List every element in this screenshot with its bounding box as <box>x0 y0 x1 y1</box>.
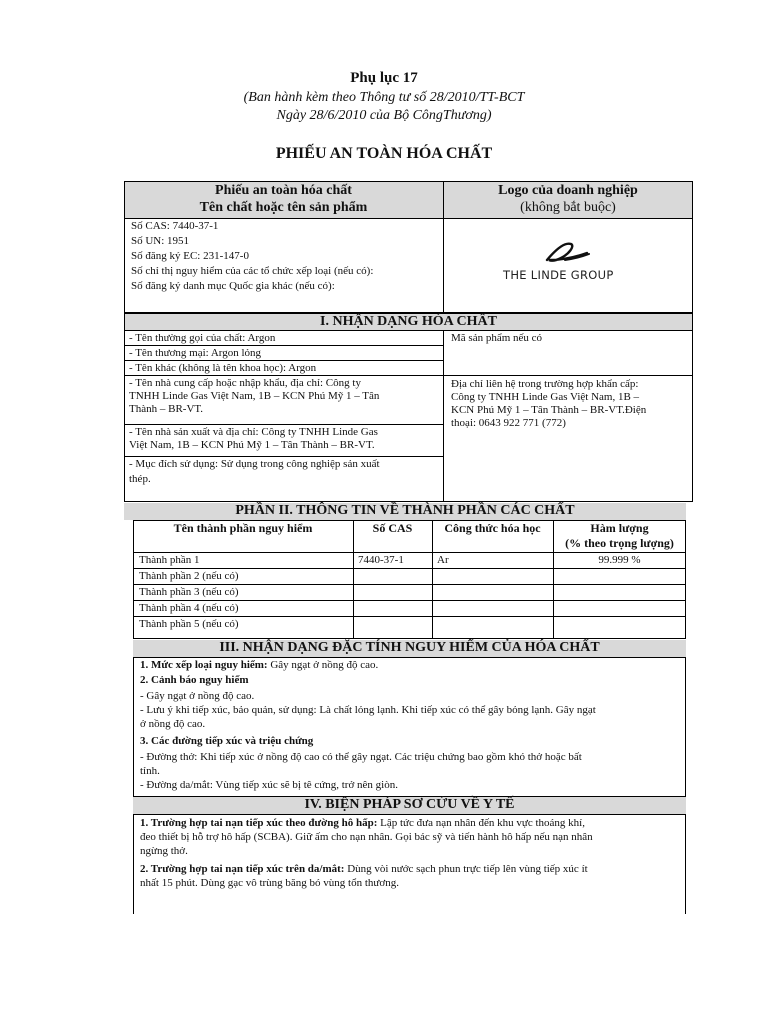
s1-row-line-5 <box>124 456 443 457</box>
section-1-vdivider <box>443 330 444 502</box>
exposure-line-1: - Đường thở: Khi tiếp xúc ở nồng độ cao có thể gây ngạt. Các triệu chứng bao gồm khó thở hoặc bất <box>140 751 582 763</box>
intended-use-line-1: - Mục đích sử dụng: Sử dụng trong công nghiệp sản xuất <box>129 458 380 470</box>
comp-row-line-0 <box>133 552 686 553</box>
exposure-line-2: tỉnh. <box>140 765 160 777</box>
appendix-title: Phụ lục 17 <box>350 70 418 86</box>
cas-number: Số CAS: 7440-37-1 <box>131 220 219 232</box>
common-name: - Tên thường gọi của chất: Argon <box>129 332 276 344</box>
table-cell-cas: 7440-37-1 <box>358 554 404 566</box>
hazard-classification-text: Gây ngạt ở nồng độ cao. <box>270 659 379 671</box>
emergency-line-3: KCN Phú Mỹ 1 – Tân Thành – BR-VT.Điện <box>451 404 647 416</box>
warning-line-1: - Gây ngạt ở nồng độ cao. <box>140 690 255 702</box>
logo-heading: Logo của doanh nghiệp <box>498 183 638 198</box>
supplier-line-3: Thành – BR-VT. <box>129 403 204 415</box>
hazard-warning-heading: 2. Cảnh báo nguy hiểm <box>140 674 249 686</box>
linde-script-icon <box>495 238 635 266</box>
first-aid-inhalation <box>137 816 683 858</box>
warning-line-3: ở nồng độ cao. <box>140 718 206 730</box>
logo-optional-note: (không bắt buộc) <box>520 200 616 215</box>
col-header-cas: Số CAS <box>372 521 413 535</box>
inhalation-label: 1. Trường hợp tai nạn tiếp xúc theo đường hô hấp: <box>140 817 378 829</box>
skin-eye-line-1 <box>140 862 680 876</box>
ec-number: Số đăng ký EC: 231-147-0 <box>131 250 249 262</box>
skin-eye-text-1: Dùng vòi nước sạch phun trực tiếp lên vùng tiếp xúc ít <box>347 863 588 875</box>
comp-row-line-1 <box>133 568 686 569</box>
table-row: Thành phần 2 (nếu có) <box>139 570 239 582</box>
section-2-title: PHẦN II. THÔNG TIN VỀ THÀNH PHẦN CÁC CHẤT <box>124 503 686 520</box>
intended-use-line-2: thép. <box>129 473 151 485</box>
emergency-line-2: Công ty TNHH Linde Gas Việt Nam, 1B – <box>451 391 640 403</box>
s1-row-line-4 <box>124 424 443 425</box>
comp-row-line-2 <box>133 584 686 585</box>
un-number: Số UN: 1951 <box>131 235 190 247</box>
s1-row-line-2 <box>124 360 443 361</box>
warning-line-2: - Lưu ý khi tiếp xúc, bảo quản, sử dụng: Là chất lỏng lạnh. Khi tiếp xúc có thể gây bỏng lạnh. Gây ngạt <box>140 704 596 716</box>
trade-name: - Tên thương mại: Argon lỏng <box>129 347 262 359</box>
document-title: PHIẾU AN TOÀN HÓA CHẤT <box>275 145 493 162</box>
table-row: Thành phần 1 <box>139 554 200 566</box>
skin-eye-label: 2. Trường hợp tai nạn tiếp xúc trên da/mắt: <box>140 863 345 875</box>
table-row: Thành phần 5 (nếu có) <box>139 618 239 630</box>
product-code: Mã sản phẩm nếu có <box>451 332 543 344</box>
intended-use <box>126 458 443 486</box>
emergency-line-1: Địa chỉ liên hệ trong trường hợp khẩn cấp: <box>451 378 639 390</box>
s1-row-line-1 <box>124 345 443 346</box>
skin-eye-line-2: nhất 15 phút. Dùng gạc vô trùng băng bó vùng tổn thương. <box>140 877 399 889</box>
manufacturer-info <box>126 426 443 452</box>
exposure-line-3: - Đường da/mắt: Vùng tiếp xúc sẽ bị tê cứng, trở nên giòn. <box>140 779 398 791</box>
issued-line-1: (Ban hành kèm theo Thông tư số 28/2010/TT-BCT <box>243 90 525 105</box>
comp-col-line-2 <box>432 520 433 639</box>
table-cell-content: 99.999 % <box>598 554 641 566</box>
section-3-title: III. NHẬN DẠNG ĐẶC TÍNH NGUY HIỂM CỦA HÓA CHẤT <box>133 640 686 658</box>
manufacturer-line-2: Việt Nam, 1B – KCN Phú Mỹ 1 – Tân Thành – BR-VT. <box>129 439 375 451</box>
emergency-contact <box>448 378 692 430</box>
manufacturer-line-1: - Tên nhà sản xuất và địa chỉ: Công ty TNHH Linde Gas <box>129 426 378 438</box>
other-name: - Tên khác (không là tên khoa học): Argon <box>129 362 317 374</box>
supplier-info <box>126 377 443 416</box>
col-header-content: Hàm lượng <box>590 521 649 535</box>
comp-row-line-4 <box>133 616 686 617</box>
section-4-title: IV. BIỆN PHÁP SƠ CỨU VỀ Y TẾ <box>133 797 686 815</box>
table-cell-formula: Ar <box>437 554 449 566</box>
inhalation-text-1: Lập tức đưa nạn nhân đến khu vực thoáng khí, <box>380 817 585 829</box>
hazard-warning-body <box>137 689 683 731</box>
col-header-content-unit: (% theo trọng lượng) <box>565 536 674 550</box>
exposure-routes-heading: 3. Các đường tiếp xúc và triệu chứng <box>140 735 314 747</box>
inhalation-line-3: ngừng thở. <box>140 845 188 857</box>
inhalation-line-2: đeo thiết bị hỗ trợ hô hấp (SCBA). Giữ ấm cho nạn nhân. Gọi bác sỹ và tiến hành hô hấp nếu nạn nhân <box>140 831 593 843</box>
linde-logo <box>495 238 635 286</box>
col-header-formula: Công thức hóa học <box>444 521 541 535</box>
emergency-line-4: thoại: 0643 922 771 (772) <box>451 417 566 429</box>
issued-line-2: Ngày 28/6/2010 của Bộ CôngThương) <box>276 108 492 123</box>
hazard-classification <box>137 659 683 672</box>
linde-logo-text: THE LINDE GROUP <box>503 268 614 282</box>
col-header-component: Tên thành phần nguy hiểm <box>173 521 313 535</box>
hazard-classification-label: 1. Mức xếp loại nguy hiểm: <box>140 659 268 671</box>
table-row: Thành phần 3 (nếu có) <box>139 586 239 598</box>
top-table-divider <box>124 218 693 219</box>
product-name-heading: Tên chất hoặc tên sản phẩm <box>199 200 368 215</box>
exposure-routes-body <box>137 750 683 792</box>
sds-heading: Phiếu an toàn hóa chất <box>215 183 352 198</box>
table-row: Thành phần 4 (nếu có) <box>139 602 239 614</box>
supplier-line-2: TNHH Linde Gas Việt Nam, 1B – KCN Phú Mỹ 1 – Tân <box>129 390 380 402</box>
inhalation-line-1 <box>140 816 680 830</box>
comp-col-line-1 <box>353 520 354 639</box>
s1-row-line-3 <box>124 375 693 376</box>
supplier-line-1: - Tên nhà cung cấp hoặc nhập khẩu, địa chỉ: Công ty <box>129 377 361 389</box>
first-aid-skin-eye <box>137 862 683 890</box>
comp-row-line-3 <box>133 600 686 601</box>
section-1-title: I. NHẬN DẠNG HÓA CHẤT <box>124 313 693 331</box>
hazard-index: Số chỉ thị nguy hiểm của các tổ chức xếp loại (nếu có): <box>131 265 374 277</box>
national-registration: Số đăng ký danh mục Quốc gia khác (nếu có): <box>131 280 335 292</box>
